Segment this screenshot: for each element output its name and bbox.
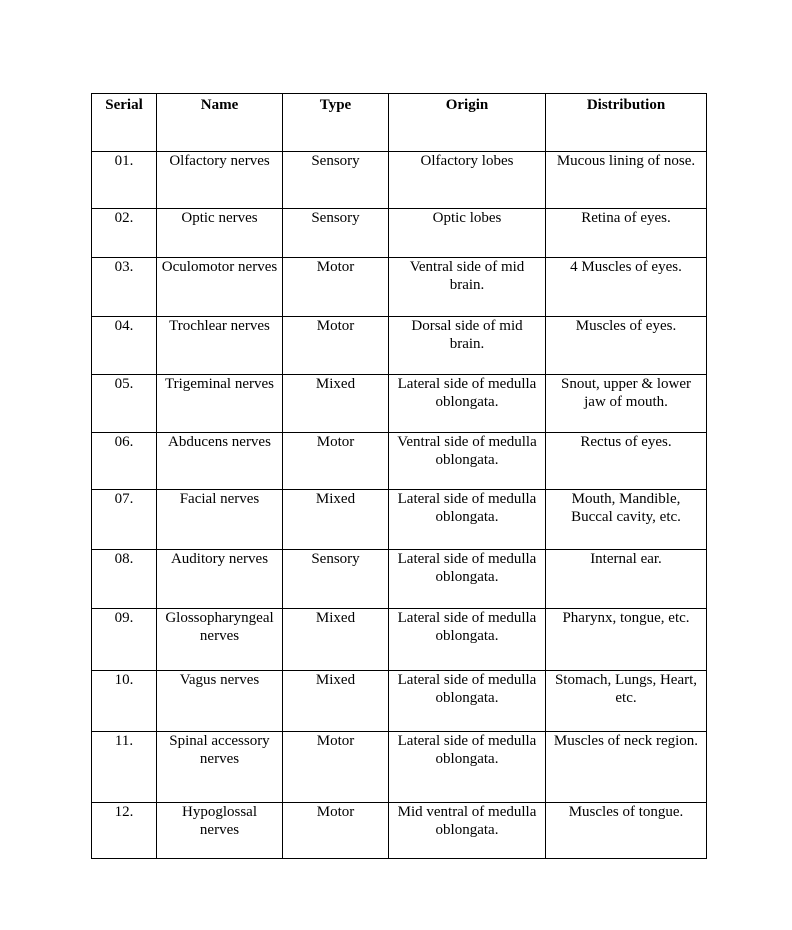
header-type: Type	[283, 94, 389, 152]
cell-serial: 04.	[92, 317, 157, 375]
table-row	[92, 490, 707, 550]
table-row	[92, 209, 707, 258]
cell-origin: Ventral side of mid brain.	[389, 258, 546, 317]
cell-type: Mixed	[283, 609, 389, 671]
header-row	[92, 94, 707, 152]
cell-type: Mixed	[283, 671, 389, 732]
cell-type: Sensory	[283, 152, 389, 209]
cell-serial: 07.	[92, 490, 157, 550]
cell-serial: 10.	[92, 671, 157, 732]
cell-serial: 12.	[92, 803, 157, 859]
cell-distribution: Muscles of neck region.	[546, 732, 707, 803]
cranial-nerves-table-container	[91, 93, 706, 859]
cell-distribution: Mucous lining of nose.	[546, 152, 707, 209]
table-row	[92, 550, 707, 609]
cell-name: Auditory nerves	[157, 550, 283, 609]
cell-origin: Lateral side of medulla oblongata.	[389, 490, 546, 550]
cell-origin: Optic lobes	[389, 209, 546, 258]
header-distribution: Distribution	[546, 94, 707, 152]
cell-type: Sensory	[283, 209, 389, 258]
cell-origin: Dorsal side of mid brain.	[389, 317, 546, 375]
cell-origin: Lateral side of medulla oblongata.	[389, 671, 546, 732]
cell-name: Trigeminal nerves	[157, 375, 283, 433]
table-header	[92, 94, 707, 152]
cell-distribution: Rectus of eyes.	[546, 433, 707, 490]
cell-origin: Lateral side of medulla oblongata.	[389, 375, 546, 433]
cell-origin: Lateral side of medulla oblongata.	[389, 732, 546, 803]
table-row	[92, 375, 707, 433]
table-row	[92, 671, 707, 732]
cell-distribution: Snout, upper & lower jaw of mouth.	[546, 375, 707, 433]
cell-serial: 02.	[92, 209, 157, 258]
cell-serial: 06.	[92, 433, 157, 490]
cell-distribution: Muscles of eyes.	[546, 317, 707, 375]
cell-distribution: Internal ear.	[546, 550, 707, 609]
cell-name: Glossopharyngeal nerves	[157, 609, 283, 671]
table-body	[92, 152, 707, 859]
cell-serial: 09.	[92, 609, 157, 671]
header-name: Name	[157, 94, 283, 152]
table-row	[92, 732, 707, 803]
header-origin: Origin	[389, 94, 546, 152]
table-row	[92, 152, 707, 209]
cell-name: Oculomotor nerves	[157, 258, 283, 317]
cell-distribution: Mouth, Mandible, Buccal cavity, etc.	[546, 490, 707, 550]
cell-name: Facial nerves	[157, 490, 283, 550]
cell-name: Spinal accessory nerves	[157, 732, 283, 803]
cranial-nerves-table	[91, 93, 707, 859]
cell-type: Sensory	[283, 550, 389, 609]
cell-name: Optic nerves	[157, 209, 283, 258]
table-row	[92, 317, 707, 375]
cell-name: Vagus nerves	[157, 671, 283, 732]
cell-distribution: 4 Muscles of eyes.	[546, 258, 707, 317]
header-serial: Serial	[92, 94, 157, 152]
cell-type: Mixed	[283, 490, 389, 550]
cell-distribution: Pharynx, tongue, etc.	[546, 609, 707, 671]
cell-origin: Ventral side of medulla oblongata.	[389, 433, 546, 490]
cell-type: Motor	[283, 732, 389, 803]
cell-serial: 03.	[92, 258, 157, 317]
cell-name: Hypoglossal nerves	[157, 803, 283, 859]
cell-distribution: Stomach, Lungs, Heart, etc.	[546, 671, 707, 732]
cell-serial: 08.	[92, 550, 157, 609]
cell-origin: Mid ventral of medulla oblongata.	[389, 803, 546, 859]
cell-origin: Lateral side of medulla oblongata.	[389, 609, 546, 671]
cell-distribution: Retina of eyes.	[546, 209, 707, 258]
cell-type: Motor	[283, 258, 389, 317]
cell-type: Motor	[283, 433, 389, 490]
cell-type: Motor	[283, 803, 389, 859]
cell-serial: 11.	[92, 732, 157, 803]
table-row	[92, 433, 707, 490]
cell-distribution: Muscles of tongue.	[546, 803, 707, 859]
cell-origin: Lateral side of medulla oblongata.	[389, 550, 546, 609]
cell-name: Olfactory nerves	[157, 152, 283, 209]
cell-serial: 01.	[92, 152, 157, 209]
cell-serial: 05.	[92, 375, 157, 433]
table-row	[92, 609, 707, 671]
table-row	[92, 803, 707, 859]
cell-type: Mixed	[283, 375, 389, 433]
cell-name: Trochlear nerves	[157, 317, 283, 375]
table-row	[92, 258, 707, 317]
cell-origin: Olfactory lobes	[389, 152, 546, 209]
cell-type: Motor	[283, 317, 389, 375]
cell-name: Abducens nerves	[157, 433, 283, 490]
